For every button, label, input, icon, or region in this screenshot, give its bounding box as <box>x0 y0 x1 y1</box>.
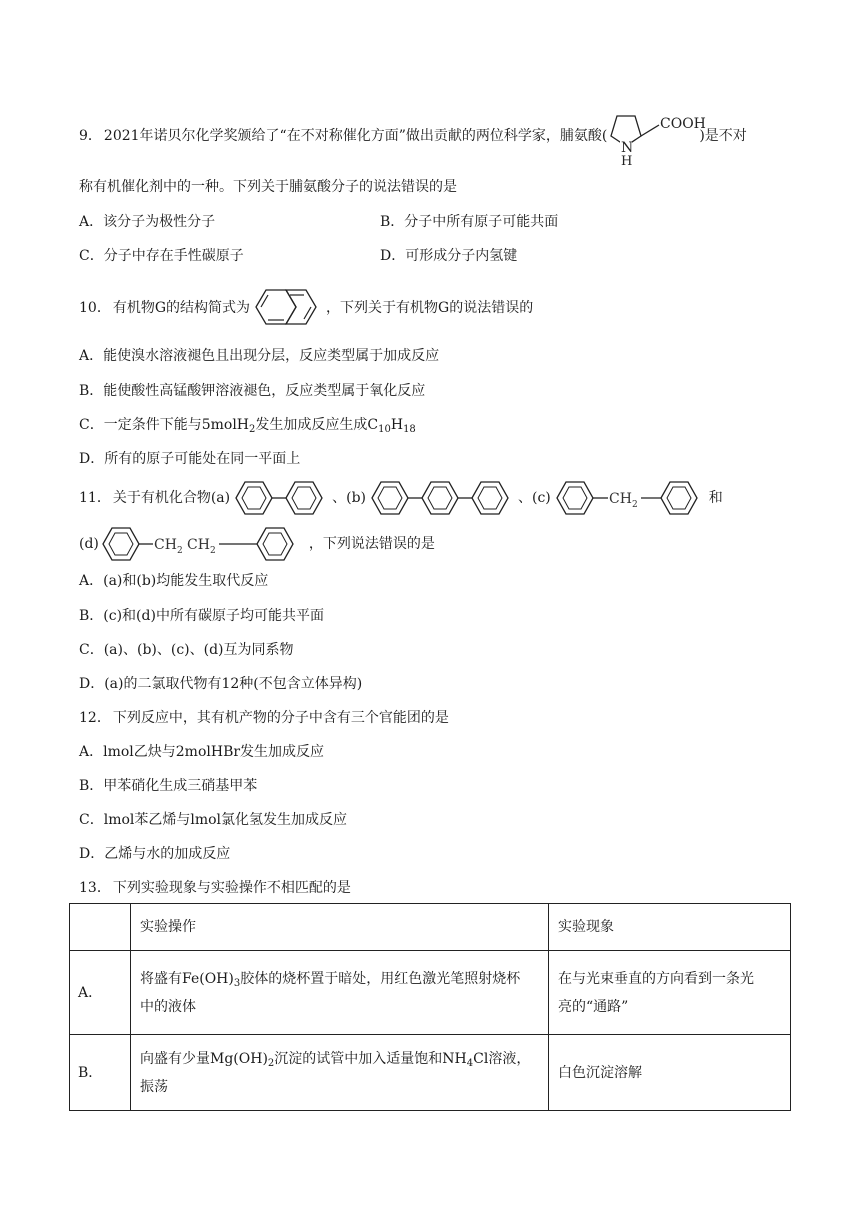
row-a-op-line2: 中的液体 <box>140 998 196 1015</box>
q10-option-d: D．所有的原子可能处在同一平面上 <box>79 451 301 467</box>
row-b-op-sub2: 4 <box>466 1057 474 1069</box>
row-b-op-sub: 2 <box>267 1057 275 1069</box>
table-header-row <box>70 904 791 951</box>
q11-number: 11． <box>79 490 111 506</box>
q11-text-intro: 关于有机化合物(a) <box>112 490 231 506</box>
q13-stem <box>79 878 351 898</box>
row-a-label: A． <box>70 951 131 1035</box>
q11-line2 <box>79 534 435 554</box>
q10-option-c-sub2: 10 <box>378 424 391 435</box>
row-b-operation <box>131 1035 549 1111</box>
row-b-label: B． <box>70 1035 131 1111</box>
row-b-op-line2: 振荡 <box>140 1078 168 1095</box>
q12-number: 12． <box>79 710 111 726</box>
q10-option-a: A．能使溴水溶液褪色且出现分层，反应类型属于加成反应 <box>79 348 440 364</box>
q9-line1 <box>79 116 747 169</box>
row-a-op-post: 胶体的烧杯置于暗处，用红色激光笔照射烧杯 <box>240 970 521 987</box>
row-b-op-mid: 沉淀的试管中加入适量饱和NH <box>274 1050 467 1067</box>
naphthalene-structure <box>252 287 324 327</box>
q10-text-before: 有机物G的结构简式为 <box>112 300 251 316</box>
diphenylmethane-ch-label: CH <box>608 491 632 507</box>
table-header-phenomenon: 实验现象 <box>549 904 791 951</box>
q11-label-d: (d) <box>79 536 99 552</box>
row-a-operation <box>131 951 549 1035</box>
q11-option-b: B．(c)和(d)中所有碳原子均可能共平面 <box>79 608 324 624</box>
row-b-op-post: Cl溶液， <box>473 1050 531 1067</box>
q12-option-a: A．lmol乙炔与2molHBr发生加成反应 <box>79 744 325 760</box>
row-b-op-pre: 向盛有少量Mg(OH) <box>140 1050 268 1067</box>
q10-option-c <box>79 415 416 435</box>
biphenyl-structure <box>232 478 328 518</box>
q10-text-after: ，下列关于有机物G的说法错误的 <box>326 300 534 316</box>
table-header-operation: 实验操作 <box>131 904 549 951</box>
q11-sep-b: 、(b) <box>332 490 366 506</box>
q9-option-d: D．可形成分子内氢键 <box>380 248 518 264</box>
table-row <box>70 1035 791 1111</box>
q11-text-after-d: ，下列说法错误的是 <box>308 536 435 552</box>
q10-option-b: B．能使酸性高锰酸钾溶液褪色，反应类型属于氧化反应 <box>79 383 426 399</box>
q12-option-c: C．lmol苯乙烯与lmol氯化氢发生加成反应 <box>79 812 348 828</box>
q11-option-c: C．(a)、(b)、(c)、(d)互为同系物 <box>79 642 294 658</box>
row-a-ph-line2: 亮的“通路” <box>558 998 629 1015</box>
terphenyl-structure <box>368 478 514 518</box>
bibenzyl-sub-label-2: 2 <box>209 546 216 556</box>
q9-number: 9． <box>79 128 102 144</box>
q10-option-c-sub1: 2 <box>249 424 256 435</box>
proline-structure <box>607 102 707 169</box>
table-row <box>70 951 791 1035</box>
q11-option-a: A．(a)和(b)均能发生取代反应 <box>79 573 269 589</box>
q11-tail-he: 和 <box>708 490 723 506</box>
bibenzyl-sub-label-1: 2 <box>176 546 183 556</box>
row-a-phenomenon <box>549 951 791 1035</box>
q10-option-c-h: H <box>390 417 404 433</box>
q10-option-c-pre: C．一定条件下能与5molH <box>79 417 250 433</box>
proline-n-label: N <box>621 140 634 156</box>
q9-line2: 称有机催化剂中的一种。下列关于脯氨酸分子的说法错误的是 <box>79 179 457 195</box>
q9-option-a: A．该分子为极性分子 <box>79 214 216 230</box>
table-header-empty <box>70 904 131 951</box>
q9-text-before: 2021年诺贝尔化学奖颁给了“在不对称催化方面”做出贡献的两位科学家，脯氨酸( <box>103 128 608 144</box>
q12-text: 下列反应中，其有机产物的分子中含有三个官能团的是 <box>112 710 449 726</box>
q11-line1 <box>79 488 723 508</box>
proline-h-label: H <box>621 154 633 169</box>
q9-option-c: C．分子中存在手性碳原子 <box>79 248 244 264</box>
q10-line1 <box>79 298 533 318</box>
diphenylmethane-structure <box>553 478 705 518</box>
bibenzyl-ch-label-1: CH <box>153 537 177 553</box>
q11-option-d: D．(a)的二氯取代物有12种(不包含立体异构) <box>79 676 363 692</box>
q13-number: 13． <box>79 880 111 896</box>
q12-stem <box>79 708 449 728</box>
q9-text-after: )是不对 <box>699 128 747 144</box>
row-b-phenomenon: 白色沉淀溶解 <box>549 1035 791 1111</box>
q13-text: 下列实验现象与实验操作不相匹配的是 <box>112 880 351 896</box>
row-a-op-pre: 将盛有Fe(OH) <box>140 970 234 987</box>
q12-option-d: D．乙烯与水的加成反应 <box>79 846 231 862</box>
q10-option-c-mid: 发生加成反应生成C <box>255 417 379 433</box>
experiment-table <box>69 903 791 1111</box>
bibenzyl-ch-label-2: CH <box>186 537 210 553</box>
bibenzyl-structure <box>99 524 305 564</box>
diphenylmethane-sub-label: 2 <box>631 500 638 510</box>
q10-number: 10． <box>79 300 111 316</box>
q10-option-c-sub3: 18 <box>403 424 416 435</box>
proline-cooh-label: COOH <box>660 116 707 132</box>
q12-option-b: B．甲苯硝化生成三硝基甲苯 <box>79 778 258 794</box>
q11-sep-c: 、(c) <box>518 490 551 506</box>
row-a-ph-line1: 在与光束垂直的方向看到一条光 <box>558 970 754 987</box>
q9-option-b: B．分子中所有原子可能共面 <box>380 214 559 230</box>
row-a-op-sub: 3 <box>233 977 241 989</box>
